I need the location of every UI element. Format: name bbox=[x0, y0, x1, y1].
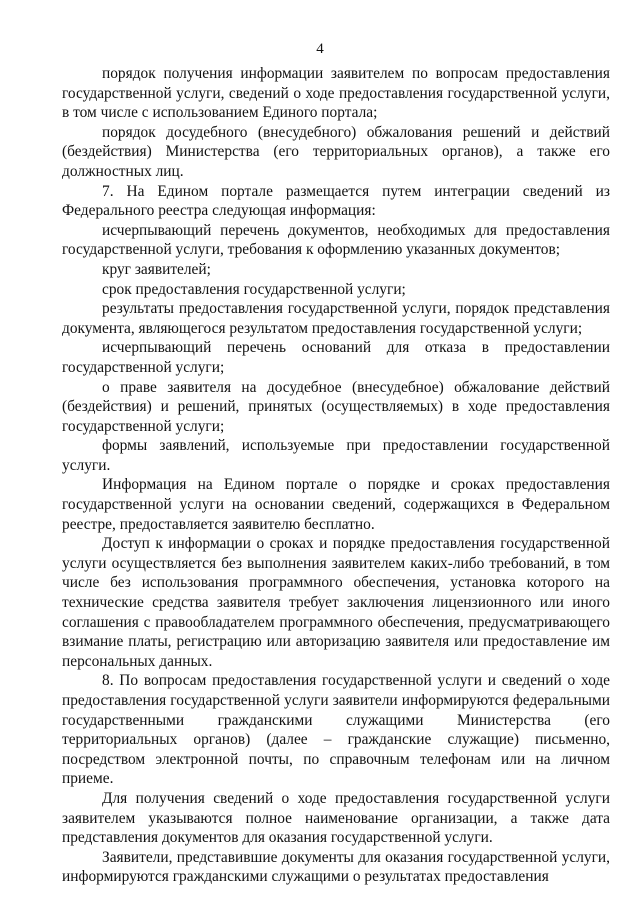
paragraph: Для получения сведений о ходе предоставления государственной услуги заявителем указываются полное наименование организации, а также дата представления документов для оказания государственной услуги. bbox=[62, 789, 610, 847]
paragraph: круг заявителей; bbox=[102, 260, 211, 278]
paragraph: результаты предоставления государственной услуги, порядок представления документа, являющегося результатом предоставления государственной услуги; bbox=[62, 300, 610, 337]
paragraph: Доступ к информации о сроках и порядке предоставления государственной услуги осуществляется без выполнения заявителем каких-либо требований, в том числе без использования программного обеспечения, установка которого на технические средства заявителя требует заключения лицензионного или иного соглашения с правообладателем программного обеспечения, предусматривающего взимание платы, регистрацию или авторизацию заявителя или предоставление им персональных данных. bbox=[62, 535, 610, 670]
paragraph: формы заявлений, используемые при предоставлении государственной услуги. bbox=[62, 437, 610, 474]
paragraph: 8. По вопросам предоставления государственной услуги и сведений о ходе предоставления государственной услуги заявители информируются федеральными государственными гражданскими служащими Министерства (его территориальных органов) (далее – гражданские служащие) письменно, посредством электронной почты, по справочным телефонам или на личном приеме. bbox=[62, 672, 610, 788]
paragraph: порядок получения информации заявителем по вопросам предоставления государственной услуги, сведений о ходе предоставления государственной услуги, в том числе с использованием Единого портала; bbox=[62, 65, 610, 122]
paragraph: порядок досудебного (внесудебного) обжалования решений и действий (бездействия) Министерства (его территориальных органов), а также его должностных лиц. bbox=[62, 123, 610, 180]
paragraph: о праве заявителя на досудебное (внесудебное) обжалование действий (бездействия) и решений, принятых (осуществляемых) в ходе предоставления государственной услуги; bbox=[62, 378, 610, 435]
paragraph: Информация на Едином портале о порядке и сроках предоставления государственной услуги на основании сведений, содержащихся в Федеральном реестре, предоставляется заявителю бесплатно. bbox=[62, 476, 610, 533]
document-body bbox=[62, 64, 610, 887]
page-number: 4 bbox=[316, 41, 324, 57]
paragraph: исчерпывающий перечень документов, необходимых для предоставления государственной услуги, требования к оформлению указанных документов; bbox=[62, 221, 610, 259]
paragraph: срок предоставления государственной услуги; bbox=[102, 280, 406, 298]
paragraph: Заявители, представившие документы для оказания государственной услуги, информируются гражданскими служащими о результатах предоставления bbox=[62, 848, 610, 886]
paragraph: исчерпывающий перечень оснований для отказа в предоставлении государственной услуги; bbox=[62, 339, 610, 376]
paragraph: 7. На Едином портале размещается путем интеграции сведений из Федерального реестра следующая информация: bbox=[62, 182, 610, 220]
